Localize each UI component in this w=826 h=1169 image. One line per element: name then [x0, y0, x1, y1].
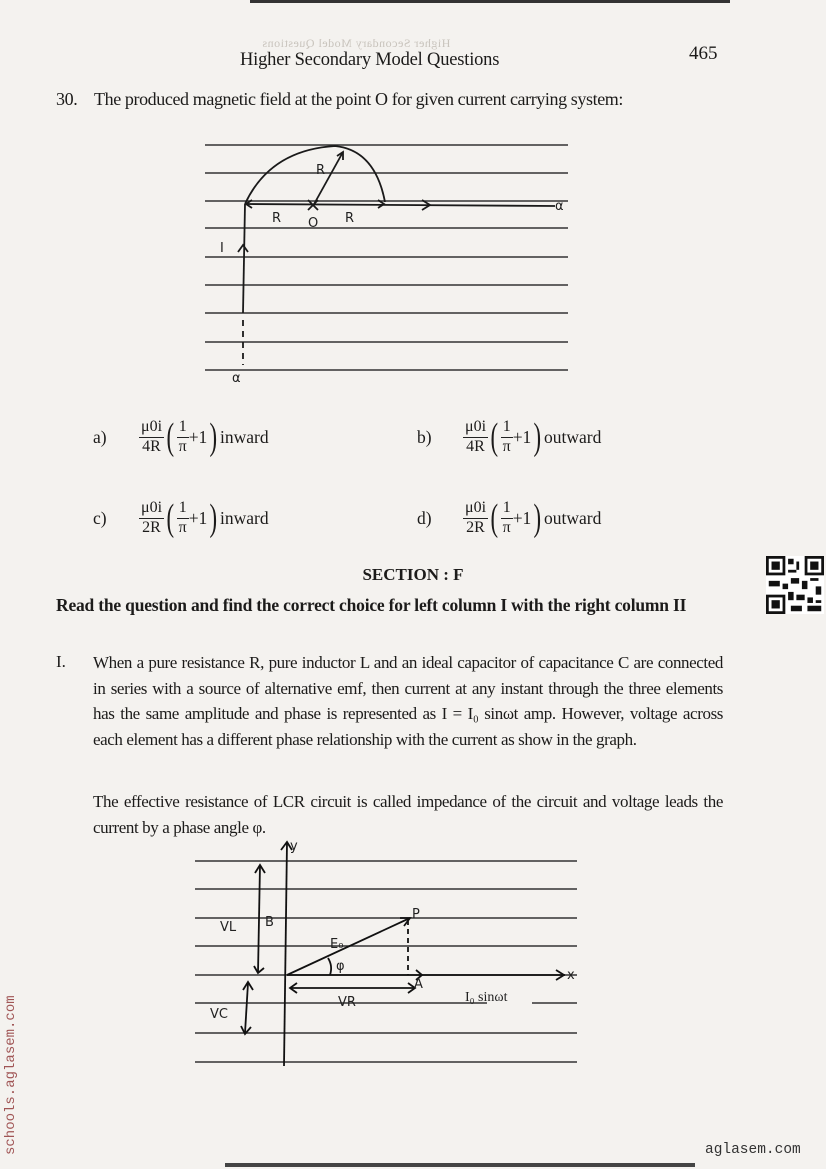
figure-phasor-diagram: [190, 838, 590, 1073]
option-c[interactable]: [93, 499, 269, 537]
fraction-inner: [177, 418, 189, 456]
option-b[interactable]: [417, 418, 601, 456]
denominator: π: [178, 518, 187, 536]
label-vr: VR: [338, 995, 356, 1010]
numerator: μ0i: [139, 418, 164, 437]
denominator: 2R: [466, 518, 485, 536]
label-current-i: I: [220, 241, 224, 256]
label-vl: VL: [220, 920, 237, 935]
numerator: μ0i: [463, 418, 488, 437]
option-label: d): [417, 507, 432, 528]
label-a: A: [414, 977, 423, 992]
direction: inward: [219, 426, 269, 447]
paren-right: ): [533, 416, 542, 458]
denominator: π: [502, 518, 511, 536]
denominator: 4R: [466, 437, 485, 455]
label-b: B: [265, 915, 274, 930]
option-label: b): [417, 426, 432, 447]
label-right-r: R: [345, 211, 355, 226]
denominator: 2R: [142, 518, 161, 536]
direction: outward: [543, 426, 602, 447]
inner-term: [501, 499, 532, 537]
label-infinity-bottom: α: [232, 371, 241, 386]
direction: outward: [543, 507, 602, 528]
figure-current-system: [200, 130, 580, 390]
numerator: 1: [177, 418, 189, 437]
item-paragraph-2: The effective resistance of LCR circuit is called impedance of the circuit and voltage leads the current by a phase angle φ.: [93, 792, 723, 837]
question-text: The produced magnetic field at the point O for given current carrying system:: [94, 89, 624, 109]
direction: inward: [219, 507, 269, 528]
section-heading: SECTION : F: [362, 565, 464, 584]
option-a[interactable]: [93, 418, 269, 456]
running-header: Higher Secondary Model Questions: [240, 50, 500, 70]
label-y-axis: y: [290, 839, 298, 854]
label-left-r: R: [272, 211, 282, 226]
numerator: 1: [177, 499, 189, 518]
label-infinity-right: α: [555, 199, 564, 214]
plus-one: +1: [512, 426, 532, 447]
watermark-side: schools.aglasem.com: [3, 995, 19, 1155]
inner-term: [177, 499, 208, 537]
bleed-through-text: Higher Secondary Model Questions: [262, 36, 451, 50]
fraction: [463, 418, 488, 456]
label-vc: VC: [210, 1007, 228, 1022]
label-radius: R: [316, 163, 326, 178]
option-label: a): [93, 426, 107, 447]
paren-left: (: [490, 416, 499, 458]
option-d[interactable]: [417, 499, 601, 537]
paren-left: (: [166, 416, 175, 458]
label-x-axis: x: [567, 968, 575, 983]
numerator: μ0i: [139, 499, 164, 518]
question-number: 30.: [56, 89, 78, 109]
fraction-inner: [501, 418, 513, 456]
label-p: P: [412, 907, 420, 922]
fraction-inner: [177, 499, 189, 537]
question-30: [56, 89, 623, 110]
fraction: [463, 499, 488, 537]
label-e0: E₀: [330, 937, 344, 952]
page-number: 465: [689, 43, 718, 64]
plus-one: +1: [188, 426, 208, 447]
item-number: I.: [56, 652, 66, 671]
watermark-bottom[interactable]: aglasem.com: [705, 1142, 801, 1158]
label-current: I₀ sinωt: [465, 990, 508, 1005]
paren-right: ): [209, 416, 218, 458]
inner-term: [177, 418, 208, 456]
fraction: [139, 418, 164, 456]
fraction-inner: [501, 499, 513, 537]
denominator: π: [178, 437, 187, 455]
paren-left: (: [166, 497, 175, 539]
option-label: c): [93, 507, 107, 528]
paren-left: (: [490, 497, 499, 539]
denominator: 4R: [142, 437, 161, 455]
numerator: 1: [501, 499, 513, 518]
numerator: 1: [501, 418, 513, 437]
qr-code[interactable]: [766, 556, 824, 614]
paren-right: ): [533, 497, 542, 539]
item-paragraph-1: When a pure resistance R, pure inductor L and an ideal capacitor of capacitance C are connected in series with a source of alternative emf, then current at any instant through the three elements has the same amplitude and phase is represented as I = I₀ sinωt amp. However, voltage across each element has a different phase relationship with the current as show in the graph.: [93, 653, 723, 749]
label-phi: φ: [336, 959, 345, 974]
scan-edge-top: [250, 0, 730, 3]
numerator: μ0i: [463, 499, 488, 518]
scan-edge-bottom: [225, 1163, 695, 1167]
inner-term: [501, 418, 532, 456]
plus-one: +1: [512, 507, 532, 528]
paren-right: ): [209, 497, 218, 539]
plus-one: +1: [188, 507, 208, 528]
label-point-o: O: [308, 216, 319, 231]
fraction: [139, 499, 164, 537]
denominator: π: [502, 437, 511, 455]
section-instruction: Read the question and find the correct choice for left column I with the right column II: [56, 595, 687, 615]
